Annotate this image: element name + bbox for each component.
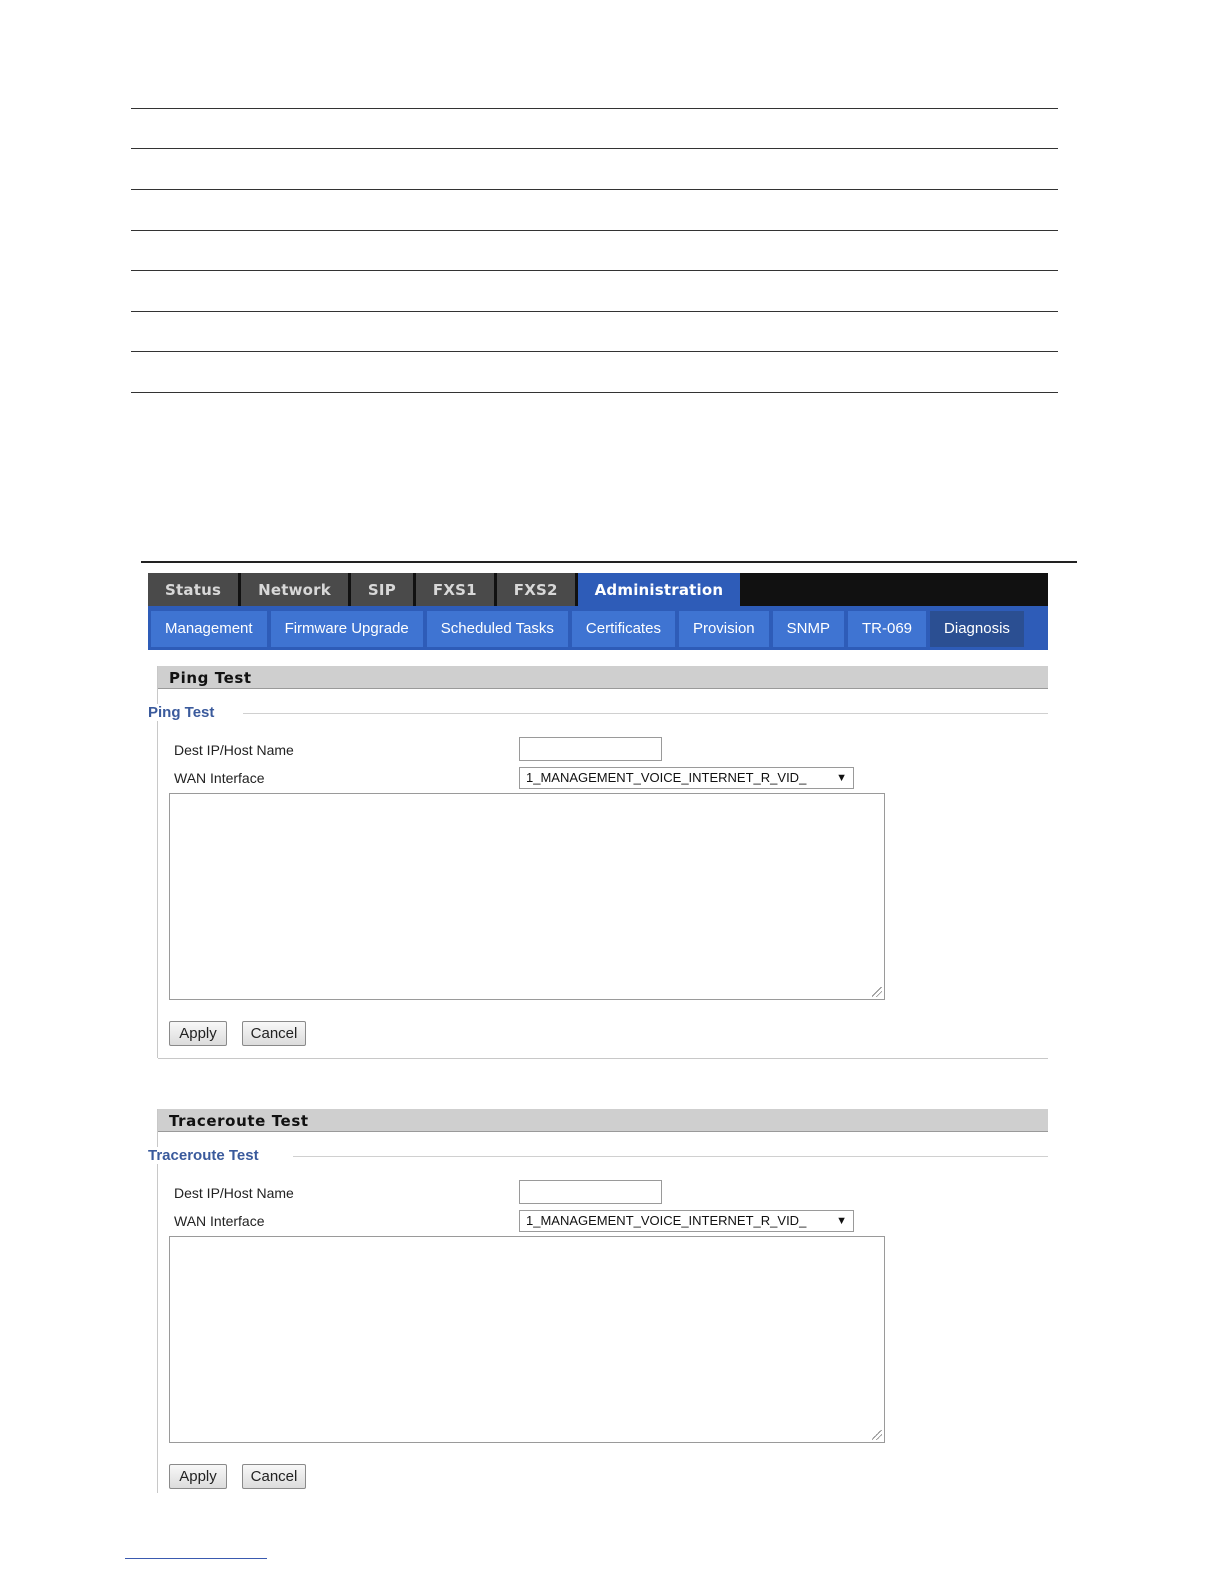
- subtab-snmp[interactable]: SNMP: [773, 611, 844, 647]
- traceroute-wan-value: 1_MANAGEMENT_VOICE_INTERNET_R_VID_: [526, 1213, 807, 1228]
- tab-fxs1[interactable]: FXS1: [416, 573, 494, 606]
- ping-wan-label: WAN Interface: [174, 770, 265, 786]
- traceroute-wan-label: WAN Interface: [174, 1213, 265, 1229]
- resize-grip-icon[interactable]: [872, 1430, 882, 1440]
- sub-tab-bar: [148, 606, 1048, 650]
- screenshot-top-rule: [141, 561, 1077, 563]
- ping-cancel-button[interactable]: Cancel: [242, 1021, 306, 1046]
- subtab-certificates[interactable]: Certificates: [572, 611, 675, 647]
- subtab-firmware-upgrade[interactable]: Firmware Upgrade: [271, 611, 423, 647]
- traceroute-legend-title: Traceroute Test: [148, 1147, 281, 1164]
- subtab-provision[interactable]: Provision: [679, 611, 769, 647]
- traceroute-legend-line: [293, 1156, 1048, 1157]
- ping-legend-line: [243, 713, 1048, 714]
- traceroute-section-header: Traceroute Test: [158, 1109, 1048, 1132]
- table-rule: [131, 351, 1058, 352]
- traceroute-apply-button[interactable]: Apply: [169, 1464, 227, 1489]
- table-rule: [131, 230, 1058, 231]
- tab-administration[interactable]: Administration: [578, 573, 741, 606]
- ping-output-textarea[interactable]: [169, 793, 885, 1000]
- subtab-diagnosis[interactable]: Diagnosis: [930, 611, 1024, 647]
- main-tab-bar: [148, 573, 1048, 606]
- table-rule: [131, 108, 1058, 109]
- tab-status[interactable]: Status: [148, 573, 238, 606]
- traceroute-test-section: [148, 1109, 1048, 1499]
- table-rule: [131, 392, 1058, 393]
- resize-grip-icon[interactable]: [872, 987, 882, 997]
- chevron-down-icon: ▼: [836, 772, 847, 784]
- traceroute-dest-input[interactable]: [519, 1180, 662, 1204]
- ping-wan-select[interactable]: [519, 767, 854, 789]
- subtab-scheduled-tasks[interactable]: Scheduled Tasks: [427, 611, 568, 647]
- table-rule: [131, 270, 1058, 271]
- table-rule: [131, 148, 1058, 149]
- table-rule: [131, 189, 1058, 190]
- traceroute-dest-label: Dest IP/Host Name: [174, 1185, 294, 1201]
- ping-dest-label: Dest IP/Host Name: [174, 742, 294, 758]
- traceroute-output-textarea[interactable]: [169, 1236, 885, 1443]
- chevron-down-icon: ▼: [836, 1215, 847, 1227]
- tab-fxs2[interactable]: FXS2: [497, 573, 575, 606]
- ping-legend-title: Ping Test: [148, 704, 236, 721]
- subtab-tr069[interactable]: TR-069: [848, 611, 926, 647]
- tab-sip[interactable]: SIP: [351, 573, 413, 606]
- subtab-management[interactable]: Management: [151, 611, 267, 647]
- footer-link-rule: [125, 1558, 267, 1559]
- ping-section-bottom: [158, 1058, 1048, 1059]
- ping-section-header: Ping Test: [158, 666, 1048, 689]
- ping-wan-value: 1_MANAGEMENT_VOICE_INTERNET_R_VID_: [526, 770, 807, 785]
- traceroute-wan-select[interactable]: [519, 1210, 854, 1232]
- traceroute-cancel-button[interactable]: Cancel: [242, 1464, 306, 1489]
- ping-dest-input[interactable]: [519, 737, 662, 761]
- ping-apply-button[interactable]: Apply: [169, 1021, 227, 1046]
- table-rule: [131, 311, 1058, 312]
- ping-test-section: [148, 666, 1048, 1060]
- tab-network[interactable]: Network: [241, 573, 348, 606]
